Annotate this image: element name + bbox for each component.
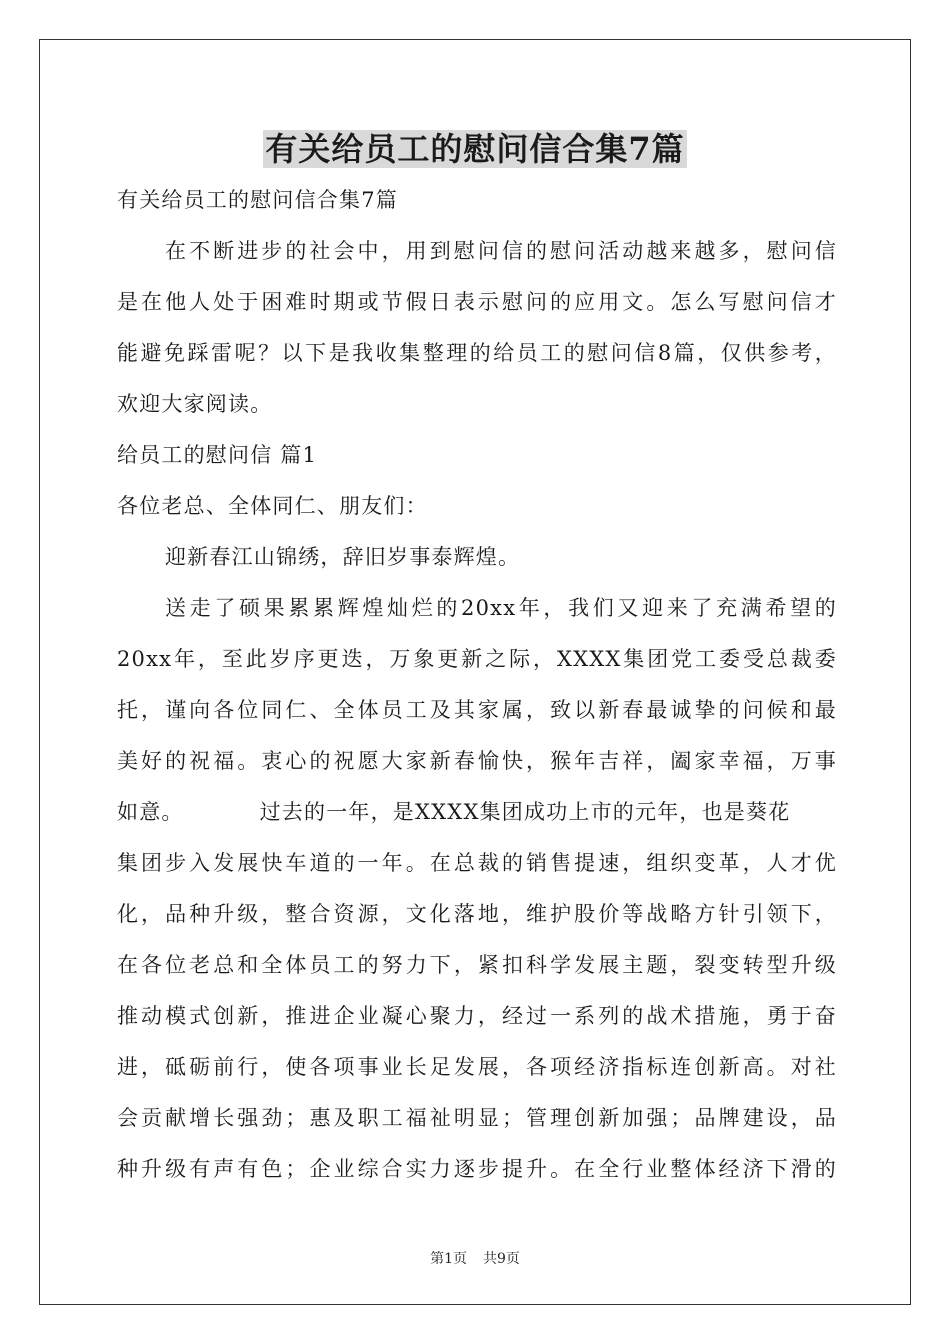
page-total: 共9页 [483,1251,520,1267]
document-body [117,175,837,1195]
paragraph-line: 欢迎大家阅读。 [117,392,273,416]
document-title-text: 有关给员工的慰问信合集7篇 [265,130,685,168]
salutation-line: 各位老总、全体同仁、朋友们： [117,494,428,518]
paragraph-line: 在不断进步的社会中，用到慰问信的慰问活动越来越多，慰问信 [165,239,837,263]
paragraph-line: 推动模式创新，推进企业凝心聚力，经过一系列的战术措施，勇于奋 [117,1004,837,1028]
paragraph-line: 能避免踩雷呢？以下是我收集整理的给员工的慰问信8篇，仅供参考， [117,341,837,365]
paragraph-line: 托，谨向各位同仁、全体员工及其家属，致以新春最诚挚的问候和最 [117,698,837,722]
paragraph-line: 送走了硕果累累辉煌灿烂的20xx年，我们又迎来了充满希望的 [165,596,837,620]
section-heading: 给员工的慰问信 篇1 [117,443,318,467]
page-number: 第1页 [430,1251,467,1267]
paragraph-line: 种升级有声有色；企业综合实力逐步提升。在全行业整体经济下滑的 [117,1157,837,1181]
paragraph-line: 在各位老总和全体员工的努力下，紧扣科学发展主题，裂变转型升级 [117,953,837,977]
document-title [0,126,950,172]
paragraph-line: 化，品种升级，整合资源，文化落地，维护股价等战略方针引领下， [117,902,837,926]
paragraph-line: 美好的祝福。衷心的祝愿大家新春愉快，猴年吉祥，阖家幸福，万事 [117,749,837,773]
paragraph-line: 是在他人处于困难时期或节假日表示慰问的应用文。怎么写慰问信才 [117,290,837,314]
page-footer [0,1248,950,1268]
paragraph-line [117,787,837,838]
paragraph-line: 迎新春江山锦绣，辞旧岁事泰辉煌。 [165,545,521,569]
paragraph-line-rest: 过去的一年，是XXXX集团成功上市的元年，也是葵花 [259,800,791,824]
subtitle-line: 有关给员工的慰问信合集7篇 [117,188,398,212]
paragraph-line: 20xx年，至此岁序更迭，万象更新之际，XXXX集团党工委受总裁委 [117,647,837,671]
paragraph-line: 进，砥砺前行，使各项事业长足发展，各项经济指标连创新高。对社 [117,1055,837,1079]
paragraph-line: 会贡献增长强劲；惠及职工福祉明显；管理创新加强；品牌建设，品 [117,1106,837,1130]
paragraph-line-start: 如意。 [117,800,184,824]
paragraph-line: 集团步入发展快车道的一年。在总裁的销售提速，组织变革，人才优 [117,851,837,875]
